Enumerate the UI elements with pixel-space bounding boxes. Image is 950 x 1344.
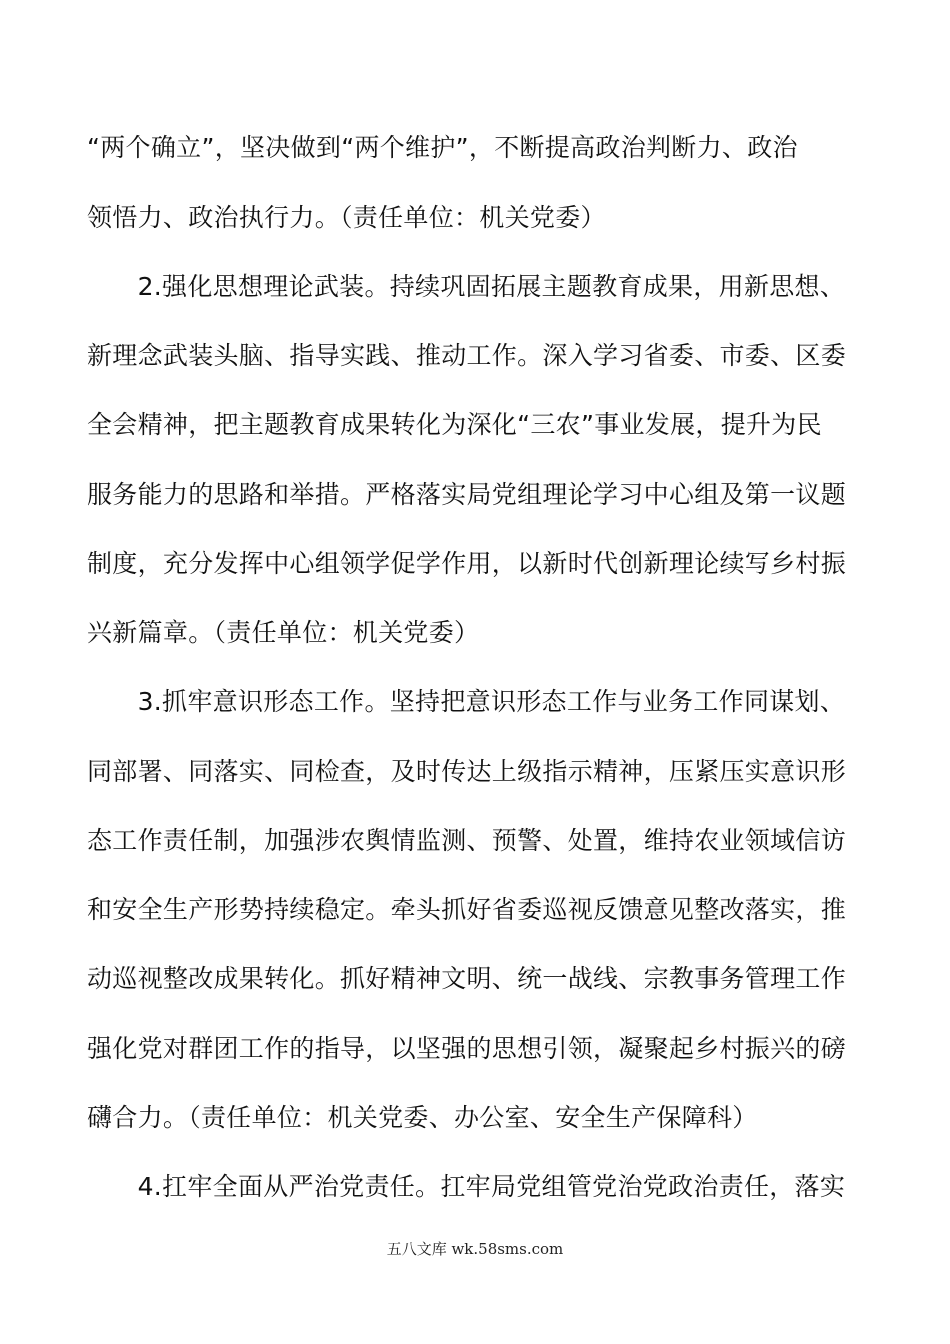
text-line: 态工作责任制，加强涉农舆情监测、预警、处置，维持农业领域信访: [87, 826, 847, 855]
page-footer: 五八文库 wk.58sms.com: [386, 1240, 564, 1258]
text-line: 制度，充分发挥中心组领学促学作用，以新时代创新理论续写乡村振: [87, 549, 847, 578]
text-line: 兴新篇章。（责任单位：机关党委）: [87, 618, 480, 647]
text-line: 动巡视整改成果转化。抓好精神文明、统一战线、宗教事务管理工作: [87, 964, 847, 993]
paragraph-4-start: 4.扛牢全面从严治党责任。扛牢局党组管党治党政治责任，落实: [87, 1172, 846, 1201]
text-line: 领悟力、政治执行力。（责任单位：机关党委）: [87, 203, 606, 232]
text-line: 礴合力。（责任单位：机关党委、办公室、安全生产保障科）: [87, 1103, 758, 1132]
text-line: 全会精神，把主题教育成果转化为深化“三农”事业发展，提升为民: [87, 410, 822, 439]
paragraph-3-start: 3.抓牢意识形态工作。坚持把意识形态工作与业务工作同谋划、: [87, 687, 846, 716]
text-line: 服务能力的思路和举措。严格落实局党组理论学习中心组及第一议题: [87, 480, 847, 509]
text-line: 新理念武装头脑、指导实践、推动工作。深入学习省委、市委、区委: [87, 341, 847, 370]
text-line: “两个确立”，坚决做到“两个维护”，不断提高政治判断力、政治: [87, 133, 798, 162]
text-line: 和安全生产形势持续稳定。牵头抓好省委巡视反馈意见整改落实，推: [87, 895, 847, 924]
text-line: 强化党对群团工作的指导，以坚强的思想引领，凝聚起乡村振兴的磅: [87, 1034, 847, 1063]
paragraph-2-start: 2.强化思想理论武装。持续巩固拓展主题教育成果，用新思想、: [87, 272, 846, 301]
text-line: 同部署、同落实、同检查，及时传达上级指示精神，压紧压实意识形: [87, 757, 847, 786]
